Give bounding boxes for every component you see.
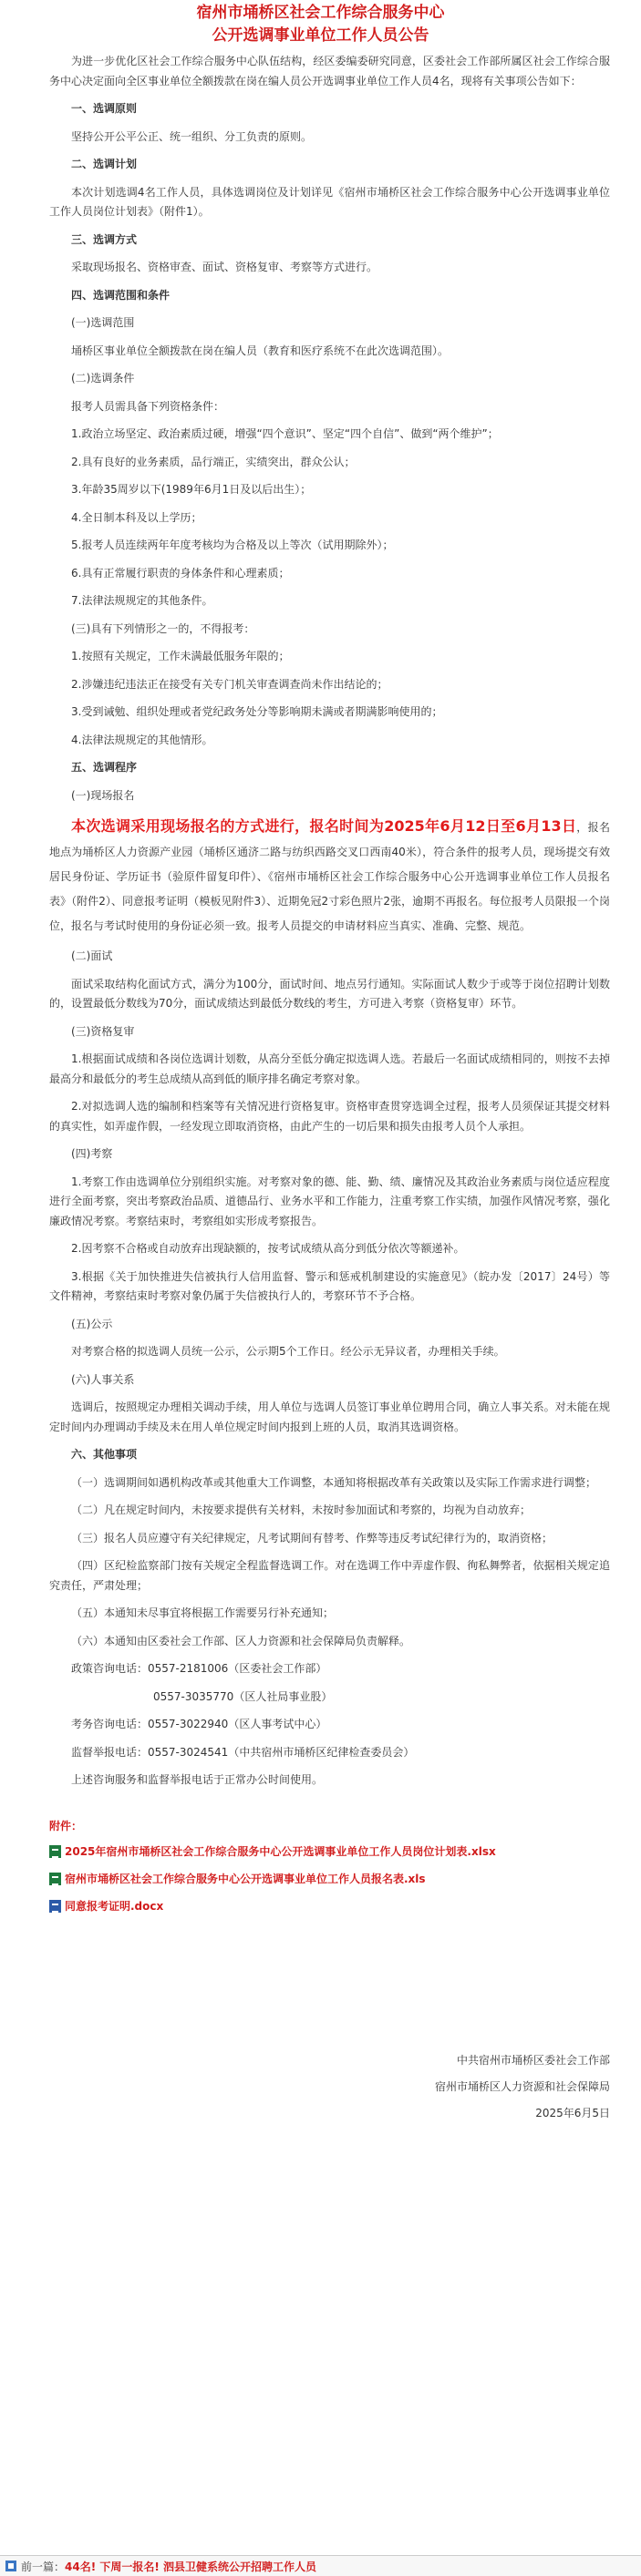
- excel-file-icon: [49, 1873, 61, 1885]
- attachment-link-3[interactable]: [49, 1893, 610, 1920]
- exclusion-item: 4.法律法规规定的其他情形。: [71, 733, 213, 746]
- policy-phone-2: 0557-3035770（区人社局事业股）: [153, 1689, 333, 1703]
- section2-heading: 二、选调计划: [71, 158, 138, 170]
- personnel-text: 选调后，按照规定办理相关调动手续，用人单位与选调人员签订事业单位聘用合同，确立人事关系。对未能在规定时间内办理调动手续及未在用人单位规定时间内报到上班的人员，取消其选调资格。: [49, 1401, 610, 1433]
- excel-file-icon: [49, 1845, 61, 1858]
- section4-sub2-intro: 报考人员需具备下列资格条件：: [71, 399, 225, 413]
- attachment-name[interactable]: 同意报考证明.docx: [65, 1899, 164, 1913]
- document-icon: [5, 2561, 16, 2571]
- other-item: （三）报名人员应遵守有关纪律规定，凡考试期间有替考、作弊等违反考试纪律行为的，取消资格；: [71, 1531, 553, 1545]
- registration-paragraph: [49, 809, 610, 942]
- attachments-label: 附件：: [49, 1819, 83, 1832]
- policy-phone: 政策咨询电话：0557-2181006（区委社会工作部）: [71, 1662, 327, 1675]
- section3-heading: 三、选调方式: [71, 232, 138, 246]
- other-item: （一）选调期间如遇机构改革或其他重大工作调整，本通知将根据改革有关政策以及实际工作需求进行调整；: [71, 1475, 597, 1489]
- inspection-text-2: 2.因考察不合格或自动放弃出现缺额的，按考试成绩从高分到低分依次等额递补。: [71, 1242, 465, 1255]
- review-text-1: 1.根据面试成绩和各岗位选调计划数，从高分至低分确定拟选调人选。若最后一名面试成绩相同的，则按不去掉最高分和最低分的考生总成绩从高到低的顺序排名确定考察对象。: [49, 1052, 610, 1085]
- article-body: [0, 47, 641, 1920]
- attachment-link-2[interactable]: [49, 1865, 610, 1893]
- exclusion-item: 1.按照有关规定，工作未满最低服务年限的；: [71, 650, 290, 662]
- page-title-line2: 公开选调事业单位工作人员公告: [212, 26, 429, 45]
- section3-text: 采取现场报名、资格审查、面试、资格复审、考察等方式进行。: [71, 261, 378, 273]
- condition-item: 7.法律法规规定的其他条件。: [71, 594, 213, 607]
- section5-sub2: (二)面试: [71, 949, 113, 962]
- exclusion-item: 2.涉嫌违纪违法正在接受有关专门机关审查调查尚未作出结论的；: [71, 677, 388, 691]
- condition-item: 1.政治立场坚定、政治素质过硬，增强“四个意识”、坚定“四个自信”、做到“两个维护”；: [71, 427, 499, 440]
- condition-item: 6.具有正常履行职责的身体条件和心理素质；: [71, 566, 290, 580]
- interview-text: 面试采取结构化面试方式，满分为100分，面试时间、地点另行通知。实际面试人数少于或等于岗位招聘计划数的，设置最低分数线为70分，面试成绩达到最低分数线的考生，方可进入考察（资格复审）环节。: [49, 977, 610, 1010]
- word-file-icon: [49, 1900, 61, 1913]
- attachment-link-1[interactable]: [49, 1838, 610, 1865]
- section6-heading: 六、其他事项: [71, 1448, 138, 1461]
- registration-text: ，报名地点为埇桥区人力资源产业园（埇桥区通济二路与纺织西路交叉口西南40米），符合条件的报考人员，现场提交有效居民身份证、学历证书（验原件留复印件）、《宿州市埇桥区社会工作综合服务中心公开选调事业单位工作人员报名表》（附件2）、同意报考证明（模板见附件3）、近期免冠2寸彩色照片2张，逾期不再报名。每位报考人员限报一个岗位，报名与考试时使用的身份证必须一致。报考人员提交的申请材料应当真实、准确、完整、规范。: [49, 821, 610, 932]
- page-title-line1: 宿州市埇桥区社会工作综合服务中心: [196, 4, 445, 22]
- closing-text: 上述咨询服务和监督举报电话于正常办公时间使用。: [71, 1773, 324, 1786]
- signature-org2: 宿州市埇桥区人力资源和社会保障局: [434, 2079, 610, 2093]
- condition-item: 3.年龄35周岁以下(1989年6月1日及以后出生）；: [71, 483, 312, 496]
- publicity-text: 对考察合格的拟选调人员统一公示，公示期5个工作日。经公示无异议者，办理相关手续。: [71, 1345, 505, 1358]
- signature-date: 2025年6月5日: [535, 2106, 610, 2119]
- exam-phone: 考务咨询电话：0557-3022940（区人事考试中心）: [71, 1718, 327, 1730]
- section4-sub1-text: 埇桥区事业单位全额拨款在岗在编人员（教育和医疗系统不在此次选调范围）。: [71, 344, 450, 357]
- review-text-2: 2.对拟选调人选的编制和档案等有关情况进行资格复审。资格审查贯穿选调全过程，报考人员须保证其提交材料的真实性，如弄虚作假，一经发现立即取消资格，由此产生的一切后果和损失由报考人员个人承担。: [49, 1100, 610, 1133]
- condition-item: 4.全日制本科及以上学历；: [71, 510, 202, 524]
- article-nav-footer: [0, 2555, 641, 2576]
- condition-item: 5.报考人员连续两年年度考核均为合格及以上等次（试用期除外）；: [71, 539, 394, 551]
- registration-highlight: 本次选调采用现场报名的方式进行，报名时间为2025年6月12日至6月13日: [71, 817, 577, 835]
- section5-sub6: (六)人事关系: [71, 1372, 135, 1386]
- section1-heading: 一、选调原则: [71, 102, 138, 115]
- section4-sub1: (一)选调范围: [71, 316, 135, 329]
- prev-article-link[interactable]: 44名! 下周一报名! 泗县卫健系统公开招聘工作人员: [65, 2560, 317, 2573]
- section4-heading: 四、选调范围和条件: [71, 288, 171, 302]
- attachment-name[interactable]: 2025年宿州市埇桥区社会工作综合服务中心公开选调事业单位工作人员岗位计划表.xlsx: [65, 1844, 496, 1858]
- section5-sub5: (五)公示: [71, 1317, 113, 1330]
- other-item: （五）本通知未尽事宜将根据工作需要另行补充通知；: [71, 1606, 335, 1619]
- section5-sub4: (四)考察: [71, 1147, 113, 1160]
- inspection-text-3: 3.根据《关于加快推进失信被执行人信用监督、警示和惩戒机制建设的实施意见》（皖办发〔2017〕24号）等文件精神，考察结束时考察对象仍属于失信被执行人的，考察环节不予合格。: [49, 1269, 610, 1302]
- signature-org1: 中共宿州市埇桥区委社会工作部: [456, 2053, 610, 2067]
- intro-paragraph: 为进一步优化区社会工作综合服务中心队伍结构，经区委编委研究同意，区委社会工作部所属区社会工作综合服务中心决定面向全区事业单位全额拨款在岗在编人员公开选调事业单位工作人员4名，现将有关事项公告如下：: [49, 55, 610, 87]
- section1-text: 坚持公开公平公正、统一组织、分工负责的原则。: [71, 129, 313, 143]
- attachment-name[interactable]: 宿州市埇桥区社会工作综合服务中心公开选调事业单位工作人员报名表.xls: [65, 1872, 426, 1885]
- other-item: （二）凡在规定时间内，未按要求提供有关材料，未按时参加面试和考察的，均视为自动放弃；: [71, 1504, 532, 1516]
- condition-item: 2.具有良好的业务素质，品行端正，实绩突出，群众公认；: [71, 455, 356, 468]
- section5-sub3: (三)资格复审: [71, 1024, 135, 1038]
- other-item: （六）本通知由区委社会工作部、区人力资源和社会保障局负责解释。: [71, 1634, 411, 1647]
- section4-sub3: (三)具有下列情形之一的，不得报考：: [71, 621, 255, 635]
- section2-text: 本次计划选调4名工作人员，具体选调岗位及计划详见《宿州市埇桥区社会工作综合服务中心公开选调事业单位工作人员岗位计划表》（附件1）。: [49, 185, 610, 218]
- exclusion-item: 3.受到诫勉、组织处理或者党纪政务处分等影响期未满或者期满影响使用的；: [71, 705, 443, 718]
- inspection-text-1: 1.考察工作由选调单位分别组织实施。对考察对象的德、能、勤、绩、廉情况及其政治业务素质与岗位适应程度进行全面考察，突出考察政治品质、道德品行、业务水平和工作能力，注重考察工作实绩，加强作风情况考察，强化廉政情况考察。考察结束时，考察组如实形成考察报告。: [49, 1175, 610, 1227]
- prev-article-label: 前一篇：: [21, 2560, 66, 2573]
- other-item: （四）区纪检监察部门按有关规定全程监督选调工作。对在选调工作中弄虚作假、徇私舞弊者，依据相关规定追究责任，严肃处理；: [49, 1559, 610, 1592]
- section5-sub1: (一)现场报名: [71, 788, 135, 802]
- section4-sub2: (二)选调条件: [71, 372, 135, 385]
- section5-heading: 五、选调程序: [71, 761, 138, 774]
- supervise-phone: 监督举报电话：0557-3024541（中共宿州市埇桥区纪律检查委员会）: [71, 1745, 415, 1759]
